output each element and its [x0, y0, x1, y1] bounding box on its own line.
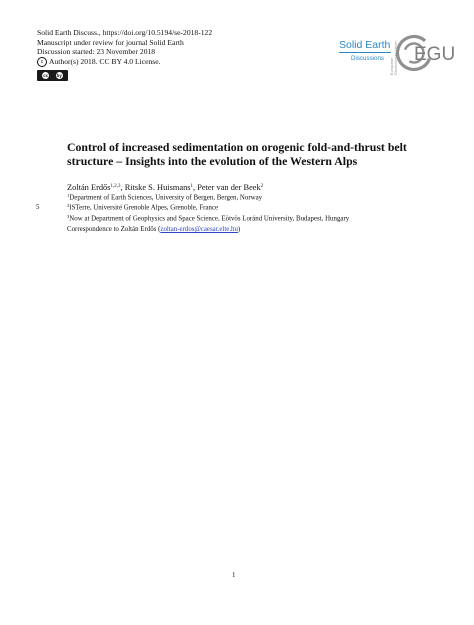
- author-name: Zoltán Erdős: [67, 183, 111, 192]
- journal-subtitle: Discussions: [351, 55, 385, 62]
- journal-rule: [339, 52, 391, 53]
- copyright-text: Author(s) 2018. CC BY 4.0 License.: [49, 56, 161, 66]
- affiliation-mark: 3: [67, 214, 70, 219]
- author-name: Peter van der Beek: [197, 183, 261, 192]
- affiliation-text: ISTerre, Université Grenoble Alpes, Grenoble, France: [69, 204, 219, 212]
- affiliation-mark: 1: [67, 193, 70, 198]
- author-separator: ,: [193, 183, 198, 192]
- affiliation: [67, 193, 262, 202]
- correspondence-email-link[interactable]: zoltan-erdos@caesar.elte.hu: [160, 226, 238, 233]
- correspondence-suffix: ): [237, 226, 241, 233]
- author-list: [67, 183, 263, 192]
- correspondence-prefix: Correspondence to Zoltán Erdős (: [67, 226, 161, 233]
- author-affiliation-mark: 2: [260, 184, 264, 189]
- affiliation: [67, 214, 349, 223]
- journal-doi-line: Solid Earth Discuss., https://doi.org/10.5194/se-2018-122: [37, 28, 213, 37]
- discussion-started-line: Discussion started: 23 November 2018: [37, 47, 156, 57]
- cc-by-license-badge[interactable]: [37, 70, 68, 81]
- author-separator: ,: [120, 183, 125, 192]
- copyright-icon: c: [37, 57, 47, 67]
- correspondence-line: [67, 226, 240, 233]
- person-icon: by: [56, 72, 62, 78]
- header-block: [37, 28, 212, 81]
- affiliation-text: Now at Department of Geophysics and Space Science, Eötvös Loránd University, Budapest, Hungary: [69, 215, 350, 223]
- paper-title: Control of increased sedimentation on orogenic fold-and-thrust belt structure – Insights into the evolution of the Western Alps: [67, 140, 407, 168]
- review-status-line: Manuscript under review for journal Solid Earth: [37, 37, 184, 47]
- page-number: 1: [232, 572, 236, 579]
- line-number: 5: [36, 204, 40, 211]
- author-name: Ritske S. Huismans: [124, 183, 191, 192]
- egu-logo-text: EGU: [414, 44, 456, 65]
- author-affiliation-mark: 1: [190, 184, 194, 189]
- journal-name: Solid Earth: [339, 39, 391, 51]
- affiliation-mark: 2: [67, 203, 70, 208]
- author-affiliation-mark: 1,2,3: [110, 184, 121, 189]
- affiliation-text: Department of Earth Sciences, University of Bergen, Bergen, Norway: [69, 194, 263, 202]
- cc-icon: cc: [43, 72, 49, 78]
- affiliation: [67, 203, 218, 212]
- egu-logo-icon: [396, 31, 460, 75]
- copyright-line: [37, 57, 212, 67]
- egu-vertical-text: European Geosciences Union: [390, 40, 398, 75]
- journal-branding: [339, 35, 459, 75]
